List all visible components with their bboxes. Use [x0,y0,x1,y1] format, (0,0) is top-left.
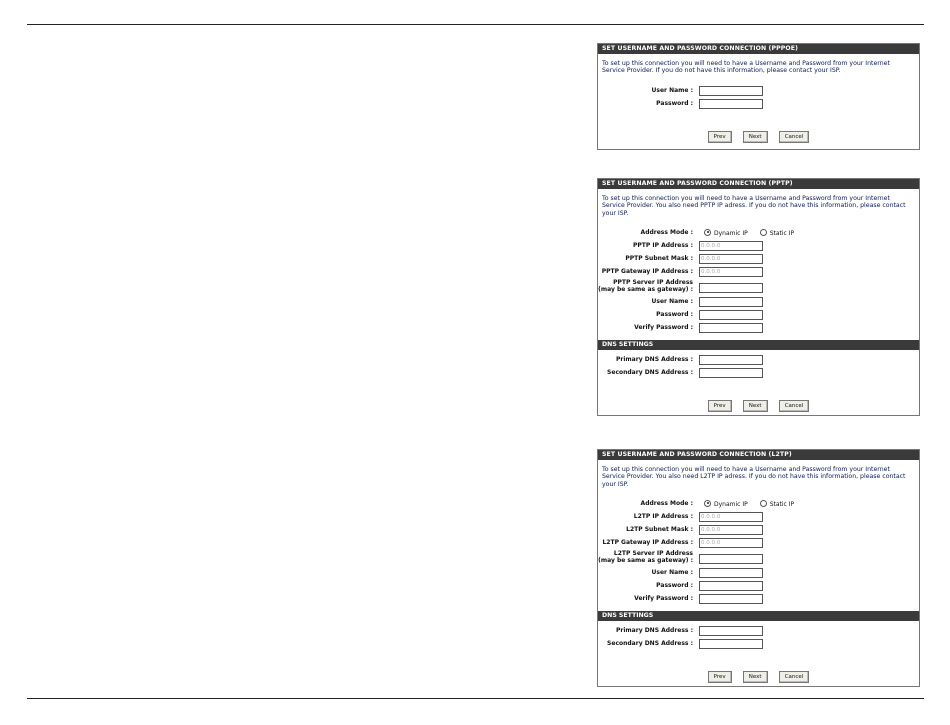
pppoe-cancel-button[interactable]: Cancel [779,131,810,143]
pptp-password-label: Password : [656,310,693,318]
l2tp-username-row [598,567,919,580]
pptp-primary-dns-input[interactable] [699,355,763,365]
pptp-ip-row [598,240,919,253]
l2tp-gateway-input[interactable]: 0.0.0.0 [699,538,763,548]
pptp-server-label [598,279,693,293]
l2tp-secondary-dns-label: Secondary DNS Address : [607,639,693,647]
l2tp-password-row [598,580,919,593]
pptp-subnet-label: PPTP Subnet Mask : [625,254,693,262]
pptp-dynamic-ip-label: Dynamic IP [714,229,748,237]
pppoe-prev-button[interactable]: Prev [708,131,732,143]
l2tp-cancel-button[interactable]: Cancel [779,671,810,683]
pptp-subnet-input[interactable]: 0.0.0.0 [699,254,763,264]
pptp-server-row [598,279,919,296]
pptp-prev-button[interactable]: Prev [708,400,732,412]
pppoe-button-row [598,123,919,140]
pppoe-username-row [598,85,919,98]
pppoe-username-label: User Name : [651,86,693,94]
l2tp-ip-input[interactable]: 0.0.0.0 [699,512,763,522]
l2tp-username-input[interactable] [699,568,763,578]
pppoe-next-button[interactable]: Next [743,131,768,143]
pptp-panel [597,178,920,416]
pptp-next-button[interactable]: Next [743,400,768,412]
pptp-server-label-line1: PPTP Server IP Address [613,278,693,286]
pptp-gateway-input[interactable]: 0.0.0.0 [699,267,763,277]
pptp-password-row [598,309,919,322]
l2tp-button-row [598,663,919,680]
pptp-primary-dns-row [598,354,919,367]
l2tp-subnet-row [598,524,919,537]
pptp-server-input[interactable] [699,283,763,293]
pptp-static-ip-label: Static IP [769,229,795,237]
pptp-description: To set up this connection you will need to have a Username and Password from your Internet Service Provider. You also need PPTP IP adress. If you do not have this information, please contact your ISP. [602,195,906,217]
pptp-gateway-label: PPTP Gateway IP Address : [601,267,693,275]
pppoe-username-input[interactable] [699,86,763,96]
l2tp-static-ip-radio[interactable] [760,500,767,507]
top-divider [27,24,924,25]
pptp-server-label-line2: (may be same as gateway) : [598,285,693,293]
l2tp-username-label: User Name : [651,568,693,576]
l2tp-verify-row [598,593,919,606]
pppoe-password-input[interactable] [699,99,763,109]
l2tp-subnet-input[interactable]: 0.0.0.0 [699,525,763,535]
l2tp-server-input[interactable] [699,554,763,564]
pptp-ip-input[interactable]: 0.0.0.0 [699,241,763,251]
pptp-secondary-dns-input[interactable] [699,368,763,378]
pptp-address-mode-options [704,229,804,237]
l2tp-gateway-label: L2TP Gateway IP Address : [602,538,693,546]
pptp-ip-label: PPTP IP Address : [633,241,693,249]
pptp-secondary-dns-label: Secondary DNS Address : [607,368,693,376]
l2tp-primary-dns-row [598,625,919,638]
pppoe-password-row [598,98,919,111]
pptp-username-input[interactable] [699,297,763,307]
pptp-header: SET USERNAME AND PASSWORD CONNECTION (PPTP) [598,179,919,189]
l2tp-verify-input[interactable] [699,594,763,604]
l2tp-verify-label: Verify Password : [634,594,693,602]
pptp-address-mode-row [598,227,919,240]
l2tp-dns-header: DNS SETTINGS [598,611,919,621]
pptp-username-row [598,296,919,309]
pptp-primary-dns-label: Primary DNS Address : [616,355,693,363]
pptp-button-row [598,392,919,409]
l2tp-dynamic-ip-label: Dynamic IP [714,500,748,508]
l2tp-gateway-row [598,537,919,550]
l2tp-server-row [598,550,919,567]
pppoe-header: SET USERNAME AND PASSWORD CONNECTION (PPPOE) [598,44,919,54]
pptp-gateway-row [598,266,919,279]
pptp-verify-row [598,322,919,335]
l2tp-password-input[interactable] [699,581,763,591]
l2tp-description: To set up this connection you will need to have a Username and Password from your Internet Service Provider. You also need L2TP IP adress. If you do not have this information, please contact your ISP. [602,466,906,488]
l2tp-subnet-label: L2TP Subnet Mask : [626,525,693,533]
pptp-address-mode-label: Address Mode : [640,228,693,236]
pptp-verify-label: Verify Password : [634,323,693,331]
bottom-divider [27,698,924,699]
l2tp-next-button[interactable]: Next [743,671,768,683]
l2tp-static-ip-label: Static IP [769,500,795,508]
pptp-dns-header: DNS SETTINGS [598,340,919,350]
l2tp-address-mode-label: Address Mode : [640,499,693,507]
pppoe-panel [597,43,920,150]
pptp-dynamic-ip-radio[interactable] [704,229,711,236]
pptp-static-ip-radio[interactable] [760,229,767,236]
pptp-password-input[interactable] [699,310,763,320]
l2tp-address-mode-options [704,500,804,508]
l2tp-primary-dns-label: Primary DNS Address : [616,626,693,634]
pptp-subnet-row [598,253,919,266]
l2tp-ip-label: L2TP IP Address : [633,512,693,520]
pptp-verify-input[interactable] [699,323,763,333]
l2tp-ip-row [598,511,919,524]
pptp-secondary-dns-row [598,367,919,380]
l2tp-server-label [598,550,693,564]
l2tp-server-label-line2: (may be same as gateway) : [598,556,693,564]
pppoe-password-label: Password : [656,99,693,107]
l2tp-primary-dns-input[interactable] [699,626,763,636]
l2tp-header: SET USERNAME AND PASSWORD CONNECTION (L2TP) [598,450,919,460]
l2tp-dynamic-ip-radio[interactable] [704,500,711,507]
l2tp-secondary-dns-row [598,638,919,651]
l2tp-secondary-dns-input[interactable] [699,639,763,649]
pppoe-description: To set up this connection you will need to have a Username and Password from your Internet Service Provider. If you do not have this information, please contact your ISP. [602,60,890,75]
pptp-username-label: User Name : [651,297,693,305]
l2tp-panel [597,449,920,687]
l2tp-server-label-line1: L2TP Server IP Address [613,549,693,557]
l2tp-password-label: Password : [656,581,693,589]
l2tp-prev-button[interactable]: Prev [708,671,732,683]
pptp-cancel-button[interactable]: Cancel [779,400,810,412]
l2tp-address-mode-row [598,498,919,511]
